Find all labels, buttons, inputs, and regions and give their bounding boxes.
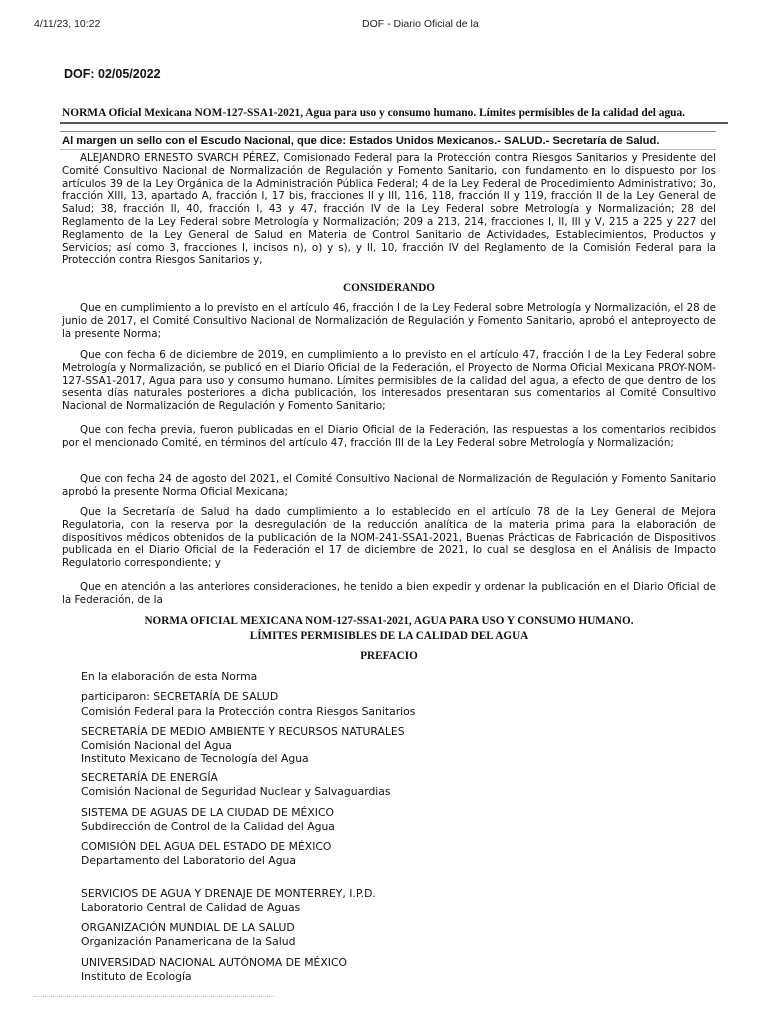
prefacio-line: participaron: SECRETARÍA DE SALUD	[81, 690, 279, 703]
prefacio-line: Laboratorio Central de Calidad de Aguas	[81, 901, 301, 914]
prefacio-line: Subdirección de Control de la Calidad del Agua	[81, 820, 335, 833]
prefacio-line: SECRETARÍA DE MEDIO AMBIENTE Y RECURSOS NATURALES	[81, 725, 405, 738]
prefacio-line: UNIVERSIDAD NACIONAL AUTÓNOMA DE MÉXICO	[81, 956, 347, 969]
considerando-paragraph: Que en atención a las anteriores consideraciones, he tenido a bien expedir y ordenar la publicación en el Diario Oficial de la Federación, de la	[62, 581, 716, 606]
prefacio-line: Instituto Mexicano de Tecnología del Agua	[81, 752, 309, 765]
intro-paragraph: ALEJANDRO ERNESTO SVARCH PÉREZ, Comisionado Federal para la Protección contra Riesgos Sanitarios y Presidente del Comité Consultivo Nacional de Normalización de Regulación y Fomento Sanitario, con fundamento en lo dispuesto por los artículos 39 de la Ley Orgánica de la Administración Pública Federal; 4 de la Ley Federal de Procedimiento Administrativo; 3o, fracción XIII, 13, apartado A, fracción I, 17 bis, fracciones II y III, 116, 118, fracción II y 119, fracción II de la Ley General de Salud; 38, fracción II, 40, fracción I, 43 y 47, fracción IV de la Ley Federal sobre Metrología y Normalización; 28 del Reglamento de la Ley Federal sobre Metrología y Normalización; 209 a 213, 214, fracciones I, II, III y V, 215 a 225 y 227 del Reglamento de la Ley General de Salud en Materia de Control Sanitario de Actividades, Establecimientos, Productos y Servicios; así como 3, fracciones I, incisos n), o) y s), y II, 10, fracción IV del Reglamento de la Comisión Federal para la Protección contra Riesgos Sanitarios y,	[62, 152, 716, 267]
prefacio-line: SISTEMA DE AGUAS DE LA CIUDAD DE MÉXICO	[81, 806, 334, 819]
norma-heading-line-1: NORMA OFICIAL MEXICANA NOM-127-SSA1-2021, AGUA PARA USO Y CONSUMO HUMANO.	[144, 615, 634, 627]
prefacio-line: Organización Panamericana de la Salud	[81, 935, 296, 948]
prefacio-line: ORGANIZACIÓN MUNDIAL DE LA SALUD	[81, 921, 295, 934]
considerando-paragraph: Que con fecha previa, fueron publicadas en el Diario Oficial de la Federación, las respuestas a los comentarios recibidos por el mencionado Comité, en términos del artículo 47, fracción III de la Ley Federal sobre Metrología y Normalización;	[62, 424, 716, 449]
prefacio-line: COMISIÓN DEL AGUA DEL ESTADO DE MÉXICO	[81, 840, 332, 853]
prefacio-line: SECRETARÍA DE ENERGÍA	[81, 771, 218, 784]
prefacio-line: Comisión Federal para la Protección contra Riesgos Sanitarios	[81, 705, 416, 718]
divider	[60, 131, 716, 132]
divider	[60, 149, 716, 150]
prefacio-line: Comisión Nacional de Seguridad Nuclear y Salvaguardias	[81, 785, 391, 798]
margin-note: Al margen un sello con el Escudo Nacional, que dice: Estados Unidos Mexicanos.- SALUD.- Secretaría de Salud.	[62, 135, 660, 147]
dof-date: DOF: 02/05/2022	[64, 67, 161, 81]
print-header	[34, 18, 734, 32]
prefacio-line: Instituto de Ecología	[81, 970, 192, 983]
print-timestamp: 4/11/23, 10:22	[34, 18, 101, 30]
considerando-paragraph: Que con fecha 6 de diciembre de 2019, en cumplimiento a lo previsto en el artículo 47, fracción I de la Ley Federal sobre Metrología y Normalización, se publicó en el Diario Oficial de la Federación, el Proyecto de Norma Oficial Mexicana PROY-NOM- 127-SSA1-2017, Agua para uso y consumo humano. Límites permisibles de la calidad del agua, a efecto de que dentro de los sesenta días naturales posteriores a dicha publicación, los interesados presentaran sus comentarios al Comité Consultivo Nacional de Normalización de Regulación y Fomento Sanitario;	[62, 349, 716, 413]
prefacio-heading: PREFACIO	[360, 650, 418, 662]
prefacio-line: SERVICIOS DE AGUA Y DRENAJE DE MONTERREY, I.P.D.	[81, 887, 376, 900]
considerando-heading: CONSIDERANDO	[343, 282, 435, 294]
prefacio-line: Departamento del Laboratorio del Agua	[81, 854, 297, 867]
considerando-paragraph: Que la Secretaría de Salud ha dado cumplimiento a lo establecido en el artículo 78 de la Ley General de Mejora Regulatoria, con la reserva por la desregulación de la reducción analítica de la materia prima para la elaboración de dispositivos médicos obtenidos de la publicación de la NOM-241-SSA1-2021, Buenas Prácticas de Fabricación de Dispositivos publicada en el Diario Oficial de la Federación el 17 de diciembre de 2021, lo cual se desglosa en el Análisis de Impacto Regulatorio correspondiente; y	[62, 506, 716, 570]
considerando-paragraph: Que en cumplimiento a lo previsto en el artículo 46, fracción I de la Ley Federal sobre Metrología y Normalización, el 28 de junio de 2017, el Comité Consultivo Nacional de Normalización de Regulación y Fomento Sanitario, aprobó el anteproyecto de la presente Norma;	[62, 302, 716, 340]
divider	[60, 122, 728, 124]
page-footer-edge	[34, 996, 274, 1003]
considerando-paragraph: Que con fecha 24 de agosto del 2021, el Comité Consultivo Nacional de Normalización de Regulación y Fomento Sanitario aprobó la presente Norma Oficial Mexicana;	[62, 473, 716, 498]
norma-heading-line-2: LÍMITES PERMISIBLES DE LA CALIDAD DEL AGUA	[249, 630, 529, 642]
print-page-title: DOF - Diario Oficial de la	[362, 18, 479, 30]
prefacio-line: Comisión Nacional del Agua	[81, 739, 232, 752]
norma-title: NORMA Oficial Mexicana NOM-127-SSA1-2021, Agua para uso y consumo humano. Límites permisibles de la calidad del agua.	[62, 107, 686, 119]
prefacio-line: En la elaboración de esta Norma	[81, 670, 258, 683]
